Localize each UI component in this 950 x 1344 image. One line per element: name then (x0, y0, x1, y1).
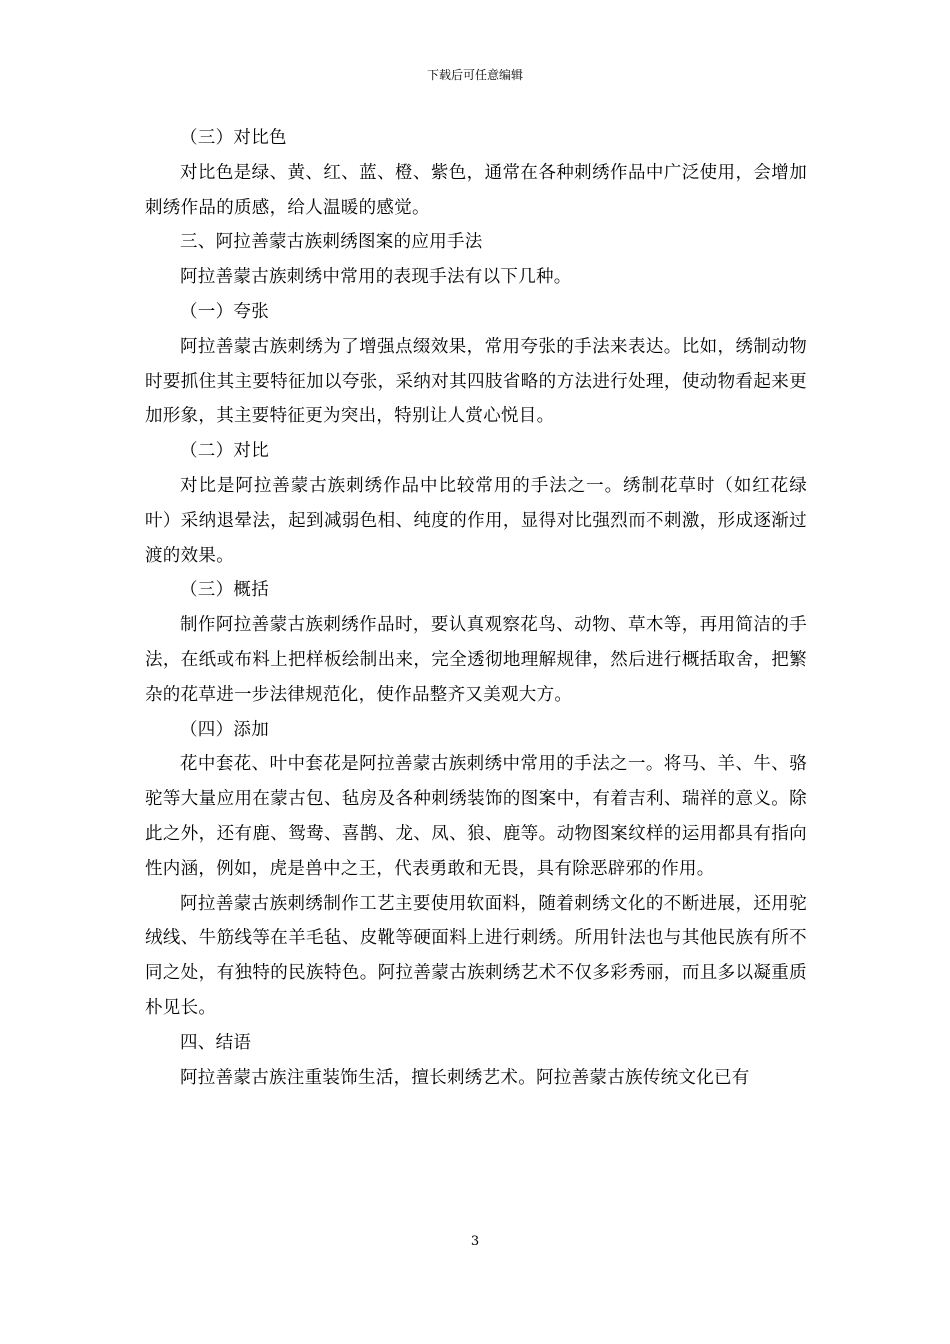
paragraph: 对比色是绿、黄、红、蓝、橙、紫色，通常在各种刺绣作品中广泛使用，会增加刺绣作品的质感，给人温暖的感觉。 (145, 162, 807, 218)
section-heading: 四、结语 (180, 1032, 252, 1053)
section-heading: （一）夸张 (180, 301, 269, 322)
paragraph: 阿拉善蒙古族刺绣制作工艺主要使用软面料，随着刺绣文化的不断进展，还用驼绒线、牛筋线等在羊毛毡、皮靴等硬面料上进行刺绣。所用针法也与其他民族有所不同之处，有独特的民族特色。阿拉善蒙古族刺绣艺术不仅多彩秀丽，而且多以凝重质朴见长。 (145, 893, 807, 1018)
section-heading: （二）对比 (180, 441, 269, 462)
section-heading: 三、阿拉善蒙古族刺绣图案的应用手法 (180, 232, 483, 253)
paragraph: 花中套花、叶中套花是阿拉善蒙古族刺绣中常用的手法之一。将马、羊、牛、骆驼等大量应用在蒙古包、毡房及各种刺绣装饰的图案中，有着吉利、瑞祥的意义。除此之外，还有鹿、鸳鸯、喜鹊、龙、凤、狼、鹿等。动物图案纹样的运用都具有指向性内涵，例如，虎是兽中之王，代表勇敢和无畏，具有除恶辟邪的作用。 (145, 754, 807, 879)
paragraph: 制作阿拉善蒙古族刺绣作品时，要认真观察花鸟、动物、草木等，再用简洁的手法，在纸或布料上把样板绘制出来，完全透彻地理解规律，然后进行概括取舍，把繁杂的花草进一步法律规范化，使作品整齐又美观大方。 (145, 615, 807, 705)
section-heading: （三）对比色 (180, 128, 287, 148)
page-number: 3 (470, 1234, 480, 1249)
document-body (145, 121, 807, 1095)
paragraph: 对比是阿拉善蒙古族刺绣作品中比较常用的手法之一。绣制花草时（如红花绿叶）采纳退晕法，起到减弱色相、纯度的作用，显得对比强烈而不刺激，形成逐渐过渡的效果。 (145, 475, 807, 566)
paragraph: 阿拉善蒙古族刺绣为了增强点缀效果，常用夸张的手法来表达。比如，绣制动物时要抓住其主要特征加以夸张，采纳对其四肢省略的方法进行处理，使动物看起来更加形象，其主要特征更为突出，特别让人赏心悦目。 (145, 336, 807, 427)
section-heading: （四）添加 (180, 719, 269, 740)
page-header: 下载后可任意编辑 (426, 68, 523, 82)
paragraph: 阿拉善蒙古族注重装饰生活，擅长刺绣艺术。阿拉善蒙古族传统文化已有 (180, 1067, 750, 1088)
section-heading: （三）概括 (180, 580, 269, 601)
paragraph: 阿拉善蒙古族刺绣中常用的表现手法有以下几种。 (180, 267, 572, 288)
